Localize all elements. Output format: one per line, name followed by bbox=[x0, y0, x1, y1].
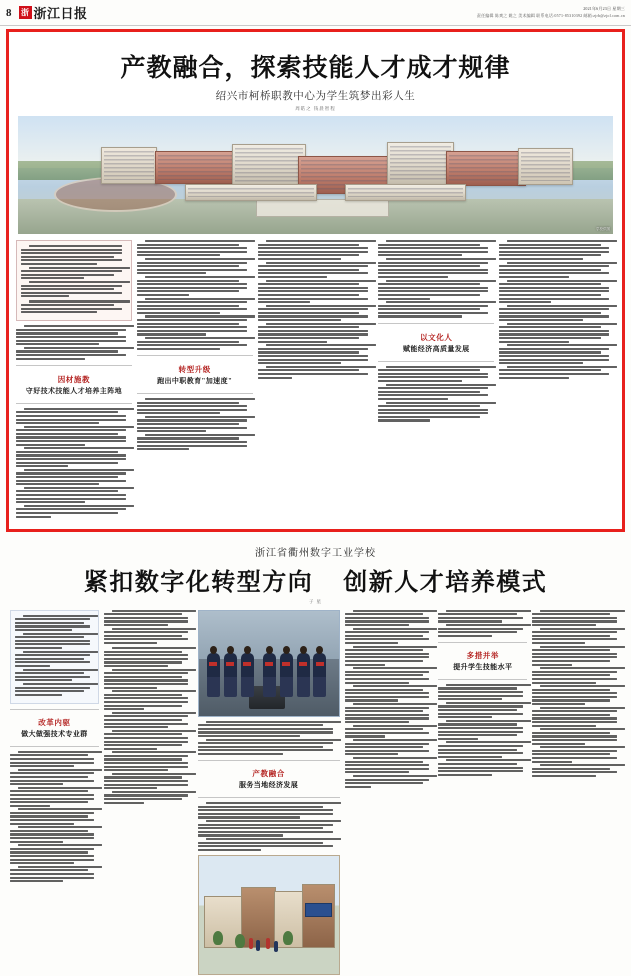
photo-person bbox=[266, 938, 270, 949]
article2-title-right: 创新人才培养模式 bbox=[343, 569, 548, 596]
photo-student bbox=[313, 653, 326, 697]
article2-title-left: 紧扣数字化转型方向 bbox=[83, 569, 314, 596]
article2-column-1 bbox=[10, 610, 99, 975]
article1-columns bbox=[16, 240, 615, 521]
body-text-block bbox=[104, 610, 193, 644]
body-text-block bbox=[198, 721, 340, 755]
photo-credit: 学校供图 bbox=[596, 227, 610, 231]
section-heading: 跑出中职教育"加速度" bbox=[157, 376, 233, 385]
photo-tree bbox=[235, 934, 245, 948]
masthead bbox=[0, 0, 631, 26]
article1-column-4 bbox=[378, 240, 494, 521]
section-kicker: 以文化人 bbox=[420, 332, 453, 342]
photo-tree bbox=[283, 931, 293, 945]
article2-column-4 bbox=[345, 610, 434, 975]
section-kicker: 转型升级 bbox=[178, 364, 211, 374]
article1-column-1 bbox=[16, 240, 132, 521]
section-heading: 守好技术技能人才培养主阵地 bbox=[25, 386, 122, 395]
photo-building bbox=[155, 151, 240, 184]
article1-column-3 bbox=[258, 240, 374, 521]
editor-credits: 责任编辑 陈爽之 姚之 美术编辑 联系电话:0571-85310392 邮箱:zjrb@zjol.com.cn bbox=[476, 13, 625, 18]
body-text-block bbox=[137, 398, 253, 450]
article1-section-1-heading bbox=[16, 365, 132, 404]
section-heading: 提升学生技能水平 bbox=[453, 662, 513, 671]
section-kicker: 改革内驱 bbox=[38, 717, 71, 727]
section-kicker: 多措并举 bbox=[466, 650, 499, 660]
body-text-block bbox=[258, 240, 374, 379]
photo-building bbox=[387, 142, 454, 186]
body-text-block bbox=[345, 610, 434, 788]
article2-campus-photo bbox=[198, 855, 340, 975]
article2-column-2 bbox=[104, 610, 193, 975]
body-text-block bbox=[378, 240, 494, 318]
paper-name: 浙江日报 bbox=[33, 6, 88, 21]
photo-building bbox=[101, 147, 157, 184]
logo-mark-icon: 浙 bbox=[19, 6, 32, 19]
photo-student bbox=[297, 653, 310, 697]
photo-person bbox=[256, 940, 260, 951]
article2-region bbox=[10, 544, 621, 975]
photo-person bbox=[274, 941, 278, 952]
article1-section-3-heading bbox=[378, 323, 494, 362]
body-text-block bbox=[16, 408, 132, 518]
photo-plaza bbox=[256, 199, 389, 218]
section-kicker: 产教融合 bbox=[252, 769, 285, 779]
lead-text-block bbox=[21, 300, 127, 313]
article2-section-1-heading bbox=[10, 709, 99, 747]
body-text-block bbox=[137, 240, 253, 350]
article2-intro-box bbox=[10, 610, 99, 704]
body-text-block bbox=[438, 610, 527, 637]
article2-lab-photo bbox=[198, 610, 340, 717]
photo-person bbox=[249, 938, 253, 949]
article1-lead-box bbox=[16, 240, 132, 321]
photo-student bbox=[280, 653, 293, 697]
lead-text-block bbox=[21, 245, 127, 297]
body-text-block bbox=[499, 240, 615, 379]
body-text-block bbox=[532, 610, 621, 777]
article2-kicker: 浙江省衢州数字工业学校 bbox=[255, 547, 376, 559]
article1-section-2-heading bbox=[137, 355, 253, 394]
article2-column-5 bbox=[438, 610, 527, 975]
section-heading: 赋能经济高质量发展 bbox=[402, 344, 470, 353]
issue-date: 2021年6月23日 星期三 bbox=[583, 6, 625, 11]
photo-student bbox=[263, 653, 276, 697]
photo-student bbox=[241, 653, 254, 697]
article2-byline: 子 星 bbox=[308, 598, 323, 604]
article1-subtitle: 绍兴市柯桥职教中心为学生筑梦出彩人生 bbox=[215, 91, 416, 102]
article1-column-5 bbox=[499, 240, 615, 521]
masthead-meta bbox=[477, 6, 625, 19]
photo-building bbox=[241, 887, 277, 948]
photo-student bbox=[224, 653, 237, 697]
body-text-block bbox=[16, 325, 132, 359]
section-heading: 做大做强技术专业群 bbox=[21, 729, 88, 738]
section-heading: 服务当地经济发展 bbox=[238, 781, 299, 790]
body-text-block bbox=[378, 366, 494, 422]
body-text-block bbox=[438, 684, 527, 776]
article2-column-3 bbox=[198, 610, 340, 975]
photo-building bbox=[518, 148, 574, 185]
body-text-block bbox=[198, 802, 340, 851]
highlighted-article-region bbox=[6, 29, 625, 532]
photo-building bbox=[345, 184, 466, 200]
article1-title: 产教融合，探索技能人才成才规律 bbox=[120, 55, 511, 82]
photo-entrance-sign bbox=[305, 903, 332, 917]
photo-building bbox=[232, 144, 305, 186]
section-kicker: 因材施教 bbox=[57, 374, 91, 384]
article2-section-2-heading bbox=[438, 642, 527, 680]
page-number: 8 bbox=[6, 6, 12, 19]
body-text-block bbox=[104, 647, 193, 804]
article1-column-2 bbox=[137, 240, 253, 521]
article2-columns bbox=[10, 610, 621, 975]
intro-text-block bbox=[15, 615, 94, 696]
newspaper-logo bbox=[16, 2, 91, 23]
photo-building bbox=[446, 151, 525, 186]
article1-byline: 周皓之 钱晨智程 bbox=[295, 106, 336, 111]
photo-student bbox=[207, 653, 220, 697]
photo-building bbox=[185, 184, 318, 200]
article2-section-3-heading bbox=[198, 760, 340, 798]
photo-tree bbox=[213, 931, 223, 945]
body-text-block bbox=[10, 751, 99, 882]
article2-title bbox=[10, 562, 621, 597]
article1-hero-photo bbox=[18, 116, 613, 234]
article2-column-6 bbox=[532, 610, 621, 975]
